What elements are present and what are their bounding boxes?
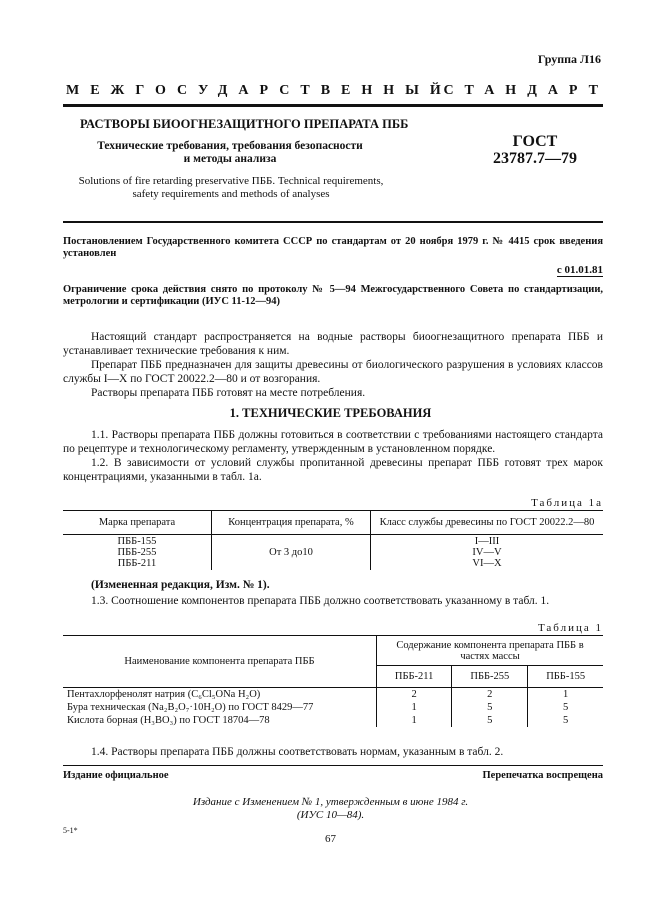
intro-paragraph: Растворы препарата ПББ готовят на месте потребления. xyxy=(91,387,366,399)
table-header: ПББ-211 xyxy=(377,666,452,688)
value-cell: 2 xyxy=(452,688,528,702)
english-title xyxy=(66,175,396,201)
grade: ПББ-211 xyxy=(117,558,157,569)
component-name: Пентахлорфенолят натрия (C₆Cl₅ONa H₂O) xyxy=(63,688,377,702)
grade: ПББ-255 xyxy=(117,547,157,558)
service-class: I—III xyxy=(474,536,500,547)
decree-text: Постановлением Государственного комитета СССР по стандартам от 20 ноября 1979 г. № 4415 срок введения установлен xyxy=(63,236,603,259)
gost-designation xyxy=(480,133,590,167)
title-rule xyxy=(63,221,603,223)
document-subtitle xyxy=(80,140,380,166)
table-1-caption: Таблица 1 xyxy=(537,622,603,634)
table-header: ПББ-255 xyxy=(452,666,528,688)
gost-number: 23787.7—79 xyxy=(493,150,577,167)
header-rule xyxy=(63,104,603,107)
value-cell: 5 xyxy=(563,702,569,713)
restriction-text: Ограничение срока действия снято по протоколу № 5—94 Межгосударственного Совета по стандартизации, метрологии и сертификации (ИУС 11-12—94) xyxy=(63,284,603,307)
concentration-cell: От 3 до10 xyxy=(212,535,371,571)
component-name: Бура техническая (Na₂B₂O₇·10H₂O) по ГОСТ 8429—77 xyxy=(63,701,377,714)
table-1a-caption: Таблица 1а xyxy=(531,497,603,509)
clause-1-4-wrap xyxy=(63,745,603,759)
subtitle-line: и методы анализа xyxy=(183,153,277,165)
table-header: Класс службы древесины по ГОСТ 20022.2—80 xyxy=(379,517,595,528)
clause-1-3-wrap xyxy=(63,594,603,608)
amendment-note: (Измененная редакция, Изм. № 1). xyxy=(91,579,270,591)
table-header: Наименование компонента препарата ПББ xyxy=(63,636,377,688)
intro-paragraph: Настоящий стандарт распространяется на водные растворы биоогнезащитного препарата ПББ и устанавливает технические требования к ним. xyxy=(63,331,603,357)
subtitle-line: Технические требования, требования безопасности xyxy=(97,140,363,152)
effective-date: с 01.01.81 xyxy=(556,264,603,276)
english-line: safety requirements and methods of analyses xyxy=(132,188,330,200)
edition-note xyxy=(0,796,661,822)
table-header: Концентрация препарата, % xyxy=(212,511,371,535)
value-cell: 1 xyxy=(563,689,569,700)
clauses-1 xyxy=(63,428,603,484)
service-class: VI—X xyxy=(472,558,502,569)
value-cell: 5 xyxy=(452,714,528,727)
intro-section xyxy=(63,330,603,400)
clause-1-4: 1.4. Растворы препарата ПББ должны соответствовать нормам, указанным в табл. 2. xyxy=(91,746,504,758)
reprint-prohibited: Перепечатка воспрещена xyxy=(482,770,603,781)
table-1a xyxy=(63,510,603,570)
value-cell: 2 xyxy=(377,688,452,702)
service-class: IV—V xyxy=(472,547,502,558)
table-row xyxy=(63,714,603,727)
clause-1-2: 1.2. В зависимости от условий службы пропитанной древесины препарат ПББ готовят трех марок концентрациями, указанными в табл. 1а. xyxy=(63,457,603,483)
section-heading: 1. ТЕХНИЧЕСКИЕ ТРЕБОВАНИЯ xyxy=(229,406,432,420)
value-cell: 5 xyxy=(452,701,528,714)
edition-line: (ИУС 10—84). xyxy=(296,809,365,821)
clause-1-1: 1.1. Растворы препарата ПББ должны готовиться в соответствии с требованиями настоящего стандарта по рецептуре и технологическому регламенту, утвержденным в установленном порядке. xyxy=(63,429,603,455)
table-header: Марка препарата xyxy=(63,511,212,535)
intro-paragraph: Препарат ПББ предназначен для защиты древесины от биологического разрушения в условиях классов службы I—X по ГОСТ 20022.2—80 и от возгорания. xyxy=(63,359,603,385)
official-edition: Издание официальное xyxy=(63,770,169,781)
component-name: Кислота борная (H₃BO₃) по ГОСТ 18704—78 xyxy=(63,714,377,727)
group-code: Группа Л16 xyxy=(537,52,601,66)
table-1 xyxy=(63,635,603,727)
header-interstate: МЕЖГОСУДАРСТВЕННЫЙ xyxy=(66,83,452,98)
grade: ПББ-155 xyxy=(117,536,157,547)
header-standard: СТАНДАРТ xyxy=(443,83,609,98)
table-row xyxy=(63,688,603,702)
value-cell: 5 xyxy=(563,715,569,726)
page-number: 67 xyxy=(325,833,336,845)
gost-label: ГОСТ xyxy=(512,133,558,150)
english-line: Solutions of fire retarding preservative ПББ. Technical requirements, xyxy=(78,175,384,187)
table-row xyxy=(63,701,603,714)
value-cell: 1 xyxy=(377,701,452,714)
document-title: РАСТВОРЫ БИООГНЕЗАЩИТНОГО ПРЕПАРАТА ПББ xyxy=(80,117,409,131)
sheet-mark: 5-1* xyxy=(63,826,78,835)
footer-rule xyxy=(63,765,603,766)
edition-line: Издание с Изменением № 1, утвержденным в июне 1984 г. xyxy=(192,796,469,808)
grade-cell xyxy=(63,535,212,571)
table-header: Содержание компонента препарата ПББ в частях массы xyxy=(377,636,604,666)
table-header: ПББ-155 xyxy=(546,671,586,682)
value-cell: 1 xyxy=(377,714,452,727)
clause-1-3: 1.3. Соотношение компонентов препарата ПББ должно соответствовать указанному в табл. 1. xyxy=(91,595,550,607)
class-cell xyxy=(371,535,604,571)
